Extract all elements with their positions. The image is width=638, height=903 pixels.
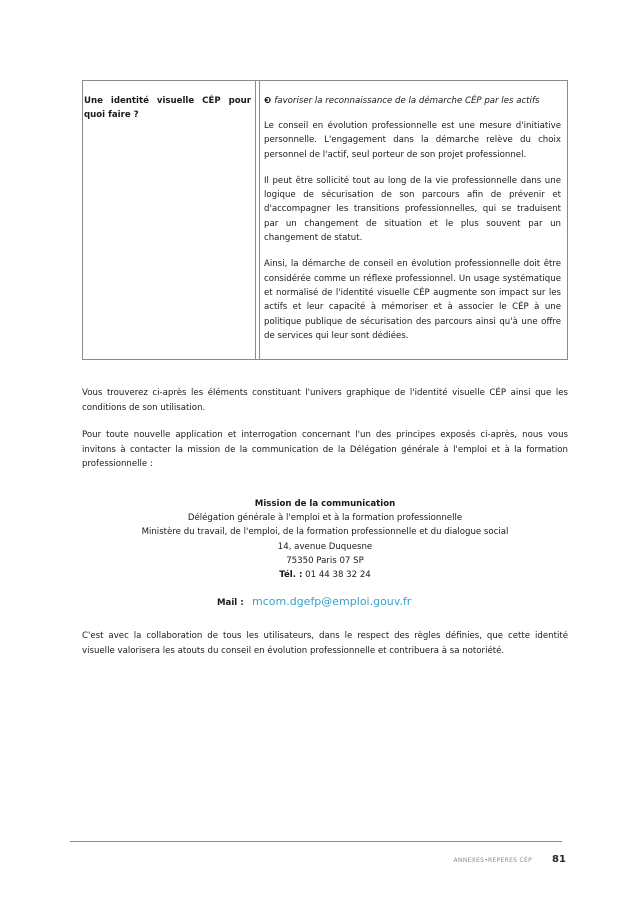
- table-paragraph: Il peut être sollicité tout au long de la vie professionnelle dans une logique de sécurisation de son parcours afin de prévenir et d'accompagner les transitions professionnelles, qui se traduisent par un changement de situation et le plus souvent par un changement de statut.: [264, 175, 561, 244]
- table-answer-cell: [260, 81, 567, 359]
- info-table: [82, 80, 568, 360]
- mail-link[interactable]: mcom.dgefp@emploi.gouv.fr: [252, 595, 412, 608]
- contact-city: 75350 Paris 07 SP: [286, 555, 364, 566]
- page-number: 81: [552, 854, 566, 865]
- contact-title: Mission de la communication: [254, 499, 396, 509]
- contact-line-2: Ministère du travail, de l'emploi, de la formation professionnelle et du dialogue social: [141, 527, 509, 538]
- contact-phone: [82, 568, 568, 582]
- footer-label: ANNEXES•REPERES CÉP: [453, 857, 532, 864]
- contact-street: 14, avenue Duquesne: [277, 541, 373, 552]
- mail-row: [82, 595, 568, 611]
- contact-phone-label: Tél. :: [279, 570, 303, 581]
- contact-block: [82, 497, 568, 582]
- table-question: Une identité visuelle CÉP pour quoi faire ?: [84, 96, 251, 121]
- table-paragraph: Ainsi, la démarche de conseil en évolution professionnelle doit être considérée comme un réflexe professionnel. Un usage systématique et normalisé de l'identité visuelle CÉP augmente son impact sur les actifs et leur capacité à mémoriser et à associer le CÉP à une politique publique de sécurisation des parcours ainsi qu'à une offre de services qui leur sont dédiées.: [264, 259, 561, 341]
- table-intro-text: favoriser la reconnaissance de la démarche CÉP par les actifs: [274, 96, 540, 106]
- footer-divider: [70, 841, 562, 842]
- contact-line-1: Délégation générale à l'emploi et à la formation professionnelle: [187, 513, 463, 524]
- table-question-cell: [83, 81, 255, 359]
- mail-label: Mail :: [217, 598, 244, 608]
- numbered-bullet-icon: ❸: [264, 96, 272, 106]
- body-paragraph-2: Pour toute nouvelle application et interrogation concernant l'un des principes exposés ci-après, nous vous invitons à contacter la mission de la communication de la Délégation générale à l'emploi et à la formation professionnelle :: [82, 430, 568, 469]
- body-paragraph-3: C'est avec la collaboration de tous les utilisateurs, dans le respect des règles définies, que cette identité visuelle valorisera les atouts du conseil en évolution professionnelle et contribuera à sa notoriété.: [82, 631, 568, 656]
- table-paragraph: Le conseil en évolution professionnelle est une mesure d'initiative personnelle. L'engagement dans la démarche relève du choix personnel de l'actif, seul porteur de son projet professionnel.: [264, 121, 561, 160]
- table-intro: [264, 95, 561, 107]
- contact-phone-number: 01 44 38 32 24: [305, 570, 371, 581]
- body-paragraph-1: Vous trouverez ci-après les éléments constituant l'univers graphique de l'identité visuelle CÉP ainsi que les conditions de son utilisation.: [82, 388, 568, 413]
